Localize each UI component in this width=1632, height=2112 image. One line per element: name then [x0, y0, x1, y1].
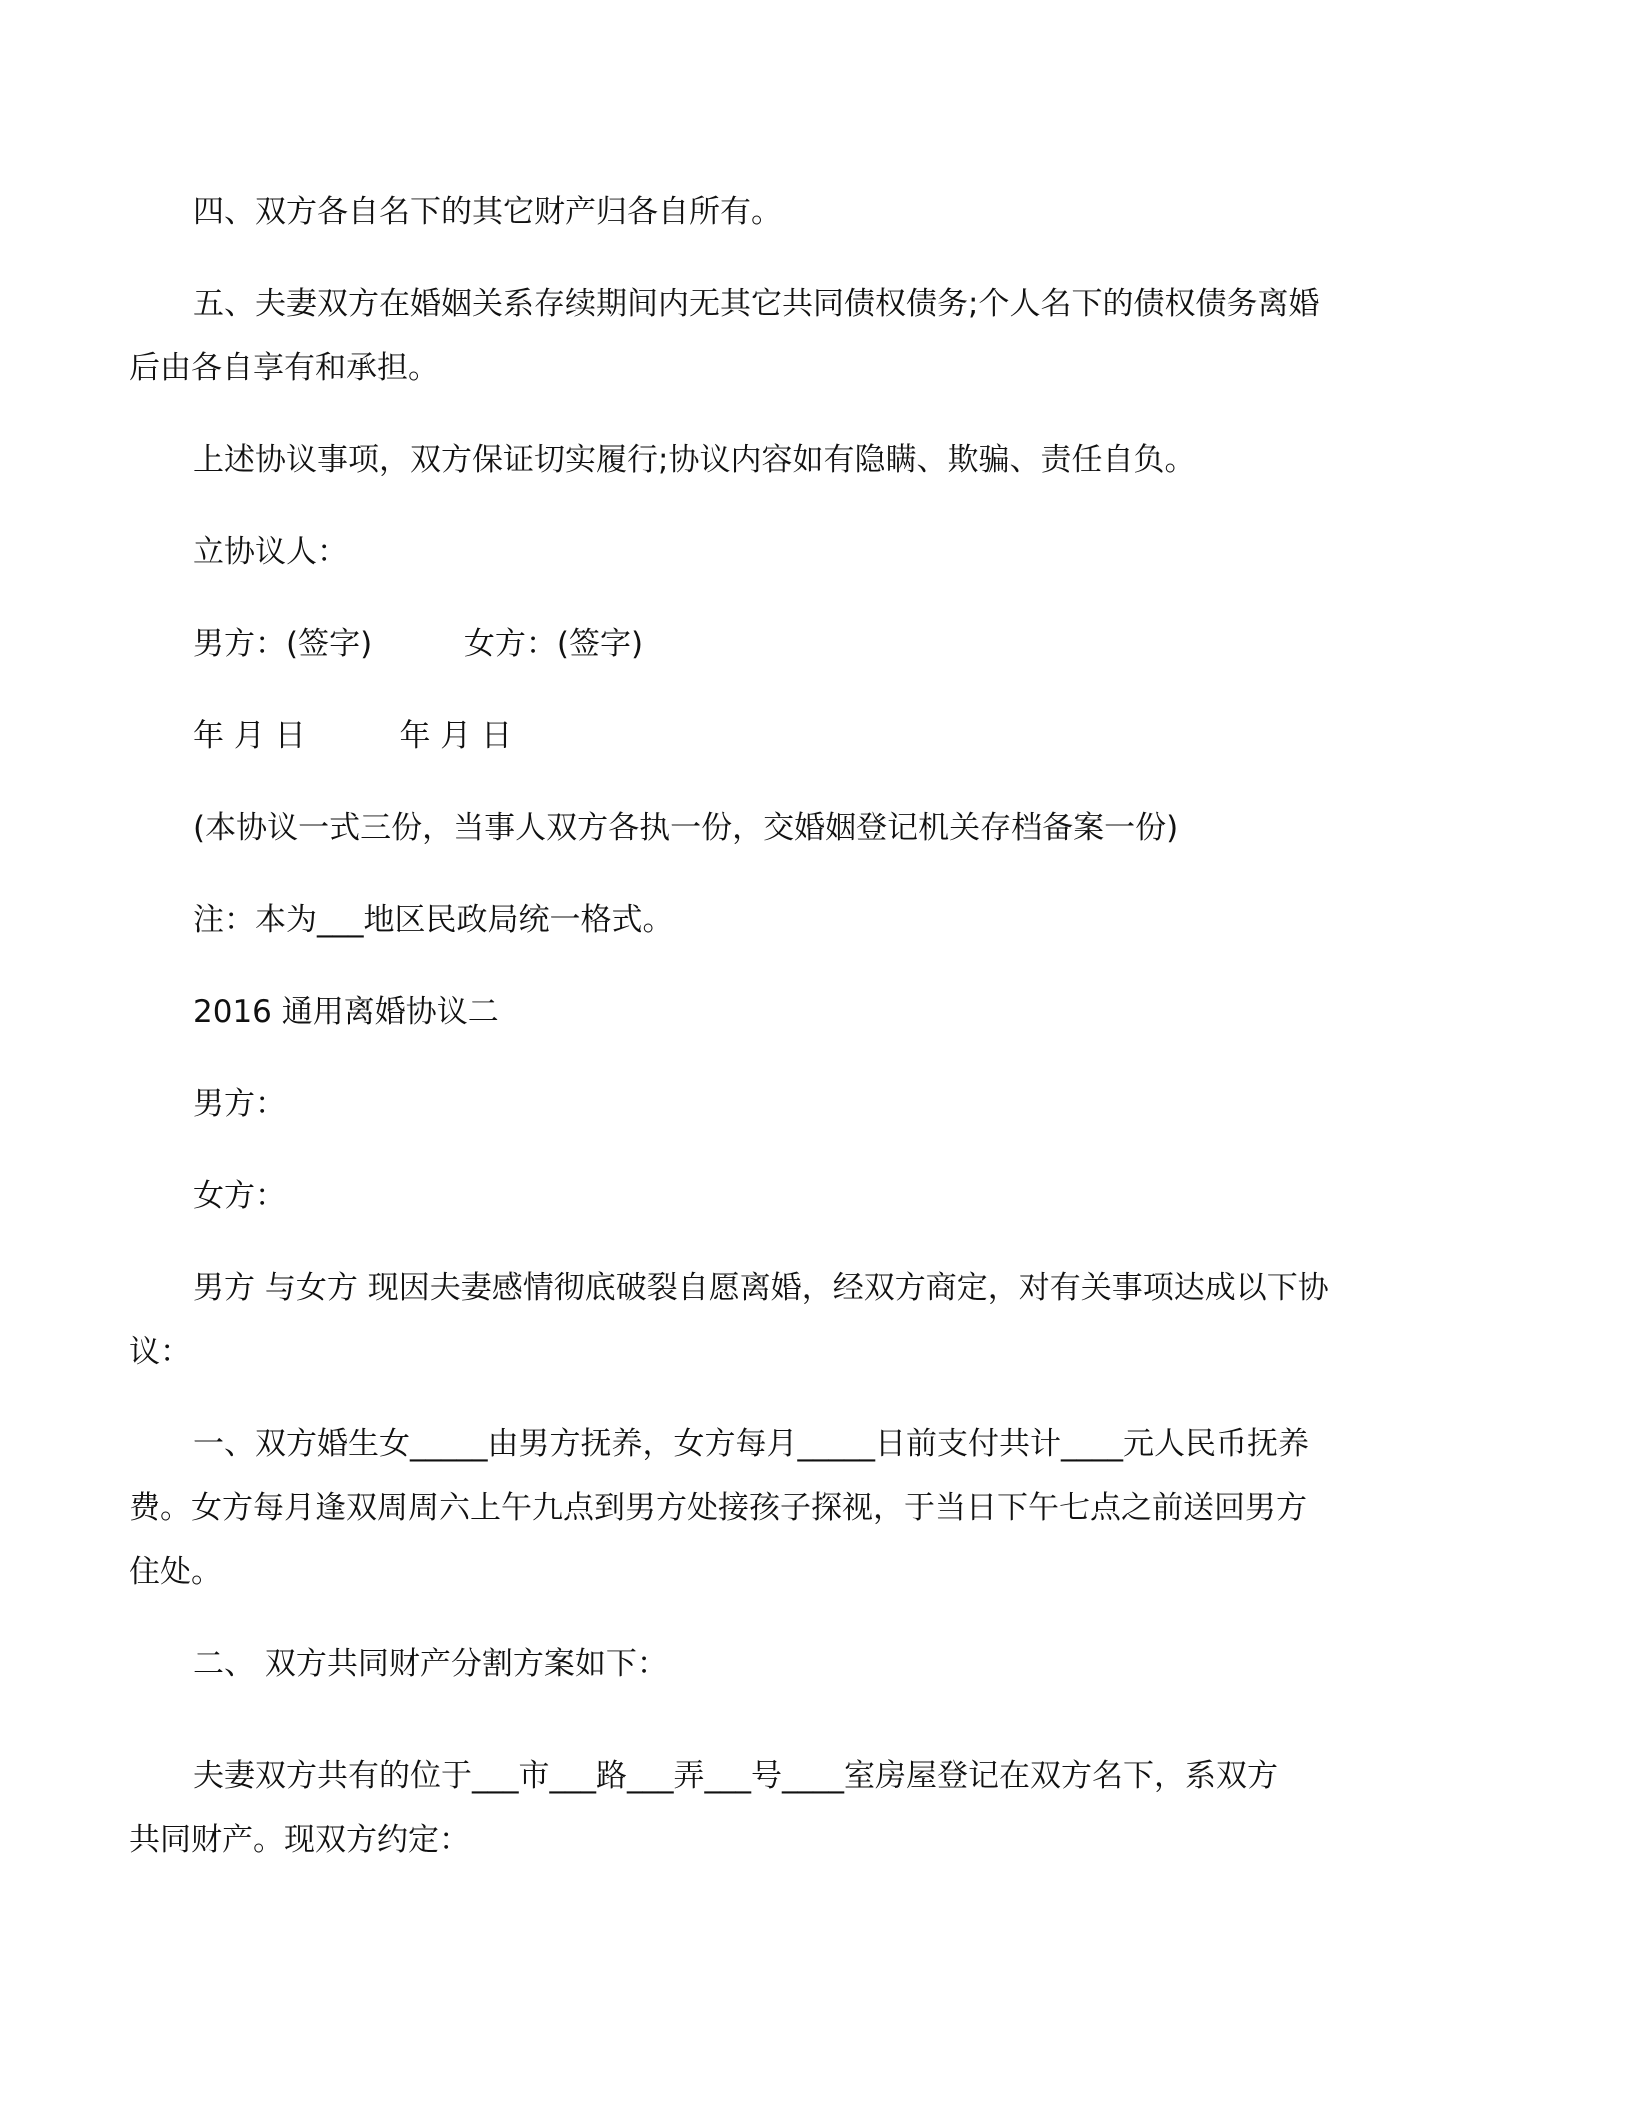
text-line: 夫妻双方共有的位于___市___路___弄___号____室房屋登记在双方名下，系双方: [193, 1758, 1278, 1794]
date-right: 年 月 日: [399, 718, 513, 754]
paragraph-house-property: [129, 1744, 1438, 1872]
text-line: 二、 双方共同财产分割方案如下：: [193, 1646, 668, 1682]
female-signature-label: 女方：(签字): [463, 626, 644, 662]
text-line: (本协议一式三份，当事人双方各执一份，交婚姻登记机关存档备案一份): [193, 810, 1179, 846]
text-line: 后由各自享有和承担。: [129, 350, 439, 386]
paragraph-copies-note: [193, 796, 1438, 860]
paragraph-signatories-heading: [193, 520, 1438, 584]
paragraph-male-party: [193, 1072, 1438, 1136]
text-line: 费。女方每月逢双周周六上午九点到男方处接孩子探视，于当日下午七点之前送回男方: [129, 1490, 1307, 1526]
paragraph-intro: [129, 1256, 1438, 1384]
section-title: [193, 980, 1438, 1044]
text-line: 女方：: [193, 1178, 286, 1214]
text-line: 共同财产。现双方约定：: [129, 1822, 470, 1858]
text-line: 上述协议事项，双方保证切实履行;协议内容如有隐瞒、欺骗、责任自负。: [193, 442, 1196, 478]
text-line: 男方 与女方 现因夫妻感情彻底破裂自愿离婚，经双方商定，对有关事项达成以下协: [193, 1270, 1329, 1306]
paragraph-guarantee: [193, 428, 1438, 492]
text-line: 男方：: [193, 1086, 286, 1122]
text-line: 注：本为___地区民政局统一格式。: [193, 902, 674, 938]
paragraph-debts: [129, 272, 1438, 400]
text-line: 2016 通用离婚协议二: [193, 994, 499, 1030]
text-line: 五、夫妻双方在婚姻关系存续期间内无其它共同债权债务;个人名下的债权债务离婚: [193, 286, 1320, 322]
date-row: [193, 704, 1438, 768]
paragraph-property-division-heading: [193, 1632, 1438, 1696]
text-line: 住处。: [129, 1554, 222, 1590]
paragraph-other-property: [193, 180, 1438, 244]
paragraph-child-custody: [129, 1412, 1438, 1604]
text-line: 一、双方婚生女_____由男方抚养，女方每月_____日前支付共计____元人民币抚养: [193, 1426, 1309, 1462]
paragraph-female-party: [193, 1164, 1438, 1228]
male-signature-label: 男方：(签字): [193, 626, 373, 662]
paragraph-format-note: [193, 888, 1438, 952]
text-line: 四、双方各自名下的其它财产归各自所有。: [193, 194, 782, 230]
date-left: 年 月 日: [193, 718, 306, 754]
text-line: 立协议人：: [193, 534, 348, 570]
text-line: 议：: [129, 1334, 191, 1370]
signature-row: [193, 612, 1438, 676]
